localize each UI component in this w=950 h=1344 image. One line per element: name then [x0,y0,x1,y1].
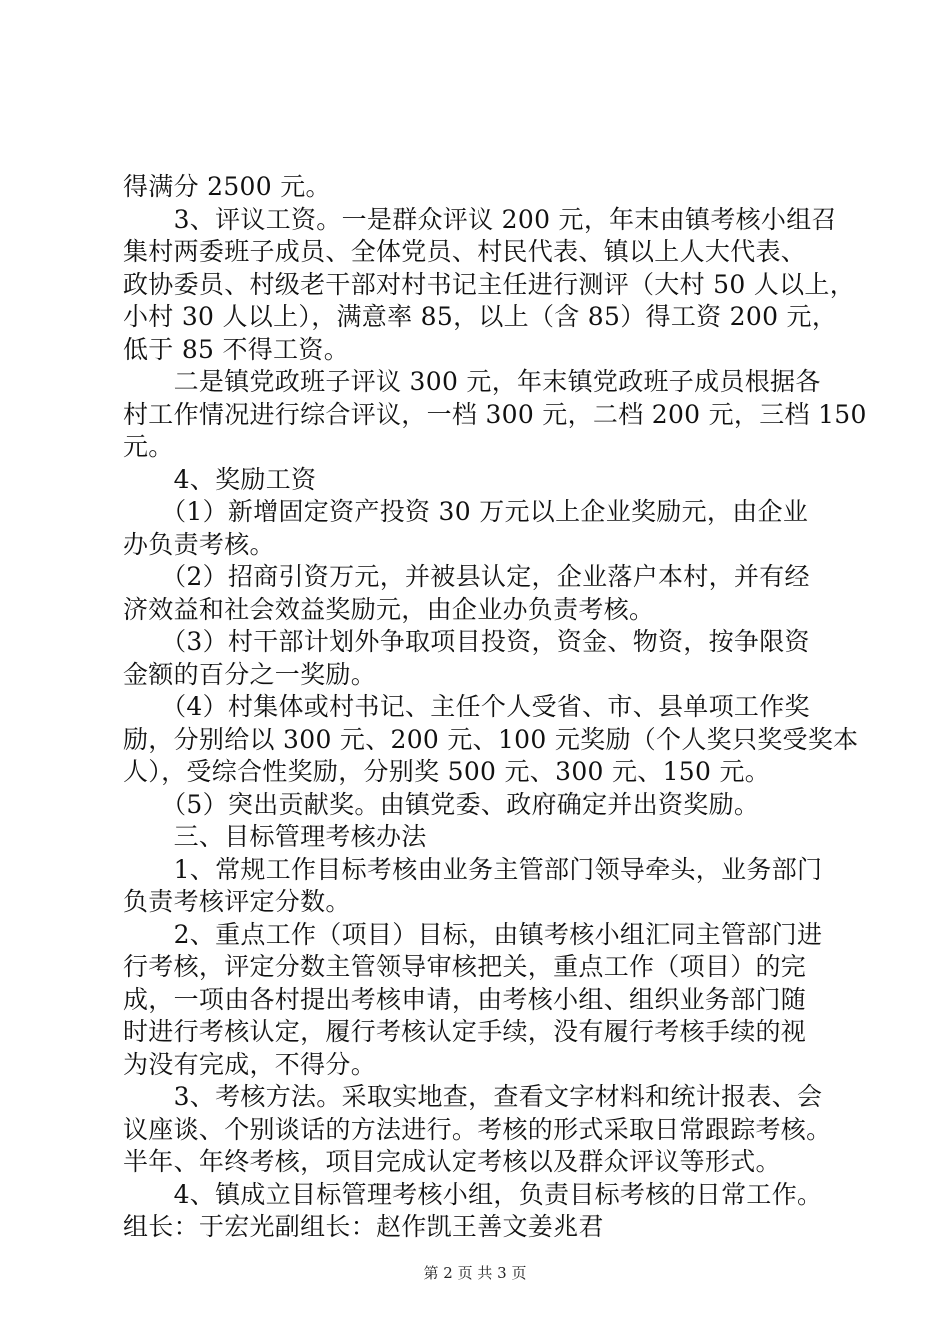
text-line: 4、镇成立目标管理考核小组，负责目标考核的日常工作。 [123,1179,823,1209]
text-line: （3）村干部计划外争取项目投资，资金、物资，按争限资 [123,627,810,656]
text-line: （4）村集体或村书记、主任个人受省、市、县单项工作奖 [123,692,810,721]
text-line: 办负责考核。 [123,529,275,559]
text-line: 集村两委班子成员、全体党员、村民代表、镇以上人大代表、 [123,237,807,266]
text-line: 1、常规工作目标考核由业务主管部门领导牵头，业务部门 [123,854,823,884]
text-line: 2、重点工作（项目）目标，由镇考核小组汇同主管部门进 [123,919,823,949]
page-footer [0,1263,950,1283]
text-line: 小村 30 人以上），满意率 85，以上（含 85）得工资 200 元， [123,302,838,331]
text-line: 行考核，评定分数主管领导审核把关，重点工作（项目）的完 [123,952,807,981]
text-line: 得满分 2500 元。 [123,172,331,201]
text-line: 人），受综合性奖励，分别奖 500 元、300 元、150 元。 [123,757,771,786]
text-line: 济效益和社会效益奖励元，由企业办负责考核。 [123,594,655,624]
text-line: 3、评议工资。一是群众评议 200 元，年末由镇考核小组召 [123,204,837,234]
document-body [123,171,867,1244]
text-line: 组长：于宏光副组长：赵作凯王善文姜兆君 [123,1212,604,1241]
text-line: 低于 85 不得工资。 [123,334,350,364]
text-line: （1）新增固定资产投资 30 万元以上企业奖励元，由企业 [123,497,809,526]
text-line: 成，一项由各村提出考核申请，由考核小组、组织业务部门随 [123,984,807,1014]
text-line: 半年、年终考核，项目完成认定考核以及群众评议等形式。 [123,1147,781,1176]
text-line: 政协委员、村级老干部对村书记主任进行测评（大村 50 人以上， [123,269,856,299]
section-heading: 4、奖励工资 [123,464,317,494]
text-line: 议座谈、个别谈话的方法进行。考核的形式采取日常跟踪考核。 [123,1114,832,1144]
section-heading: 三、目标管理考核办法 [123,822,427,851]
text-line: 负责考核评定分数。 [123,887,351,916]
text-line: 村工作情况进行综合评议，一档 300 元，二档 200 元，三档 150 [123,399,867,429]
text-line: （5）突出贡献奖。由镇党委、政府确定并出资奖励。 [123,789,760,819]
page-number-label: 第 2 页 共 3 页 [423,1264,527,1282]
text-line: 时进行考核认定，履行考核认定手续，没有履行考核手续的视 [123,1017,807,1046]
text-line: 元。 [123,432,174,461]
text-line: 金额的百分之一奖励。 [123,659,377,689]
text-line: 励，分别给以 300 元、200 元、100 元奖励（个人奖只奖受奖本 [123,724,859,754]
text-line: 二是镇党政班子评议 300 元，年末镇党政班子成员根据各 [123,367,821,396]
text-line: 3、考核方法。采取实地查，查看文字材料和统计报表、会 [123,1082,823,1111]
text-line: 为没有完成，不得分。 [123,1049,377,1079]
text-line: （2）招商引资万元，并被县认定，企业落户本村，并有经 [123,562,810,591]
